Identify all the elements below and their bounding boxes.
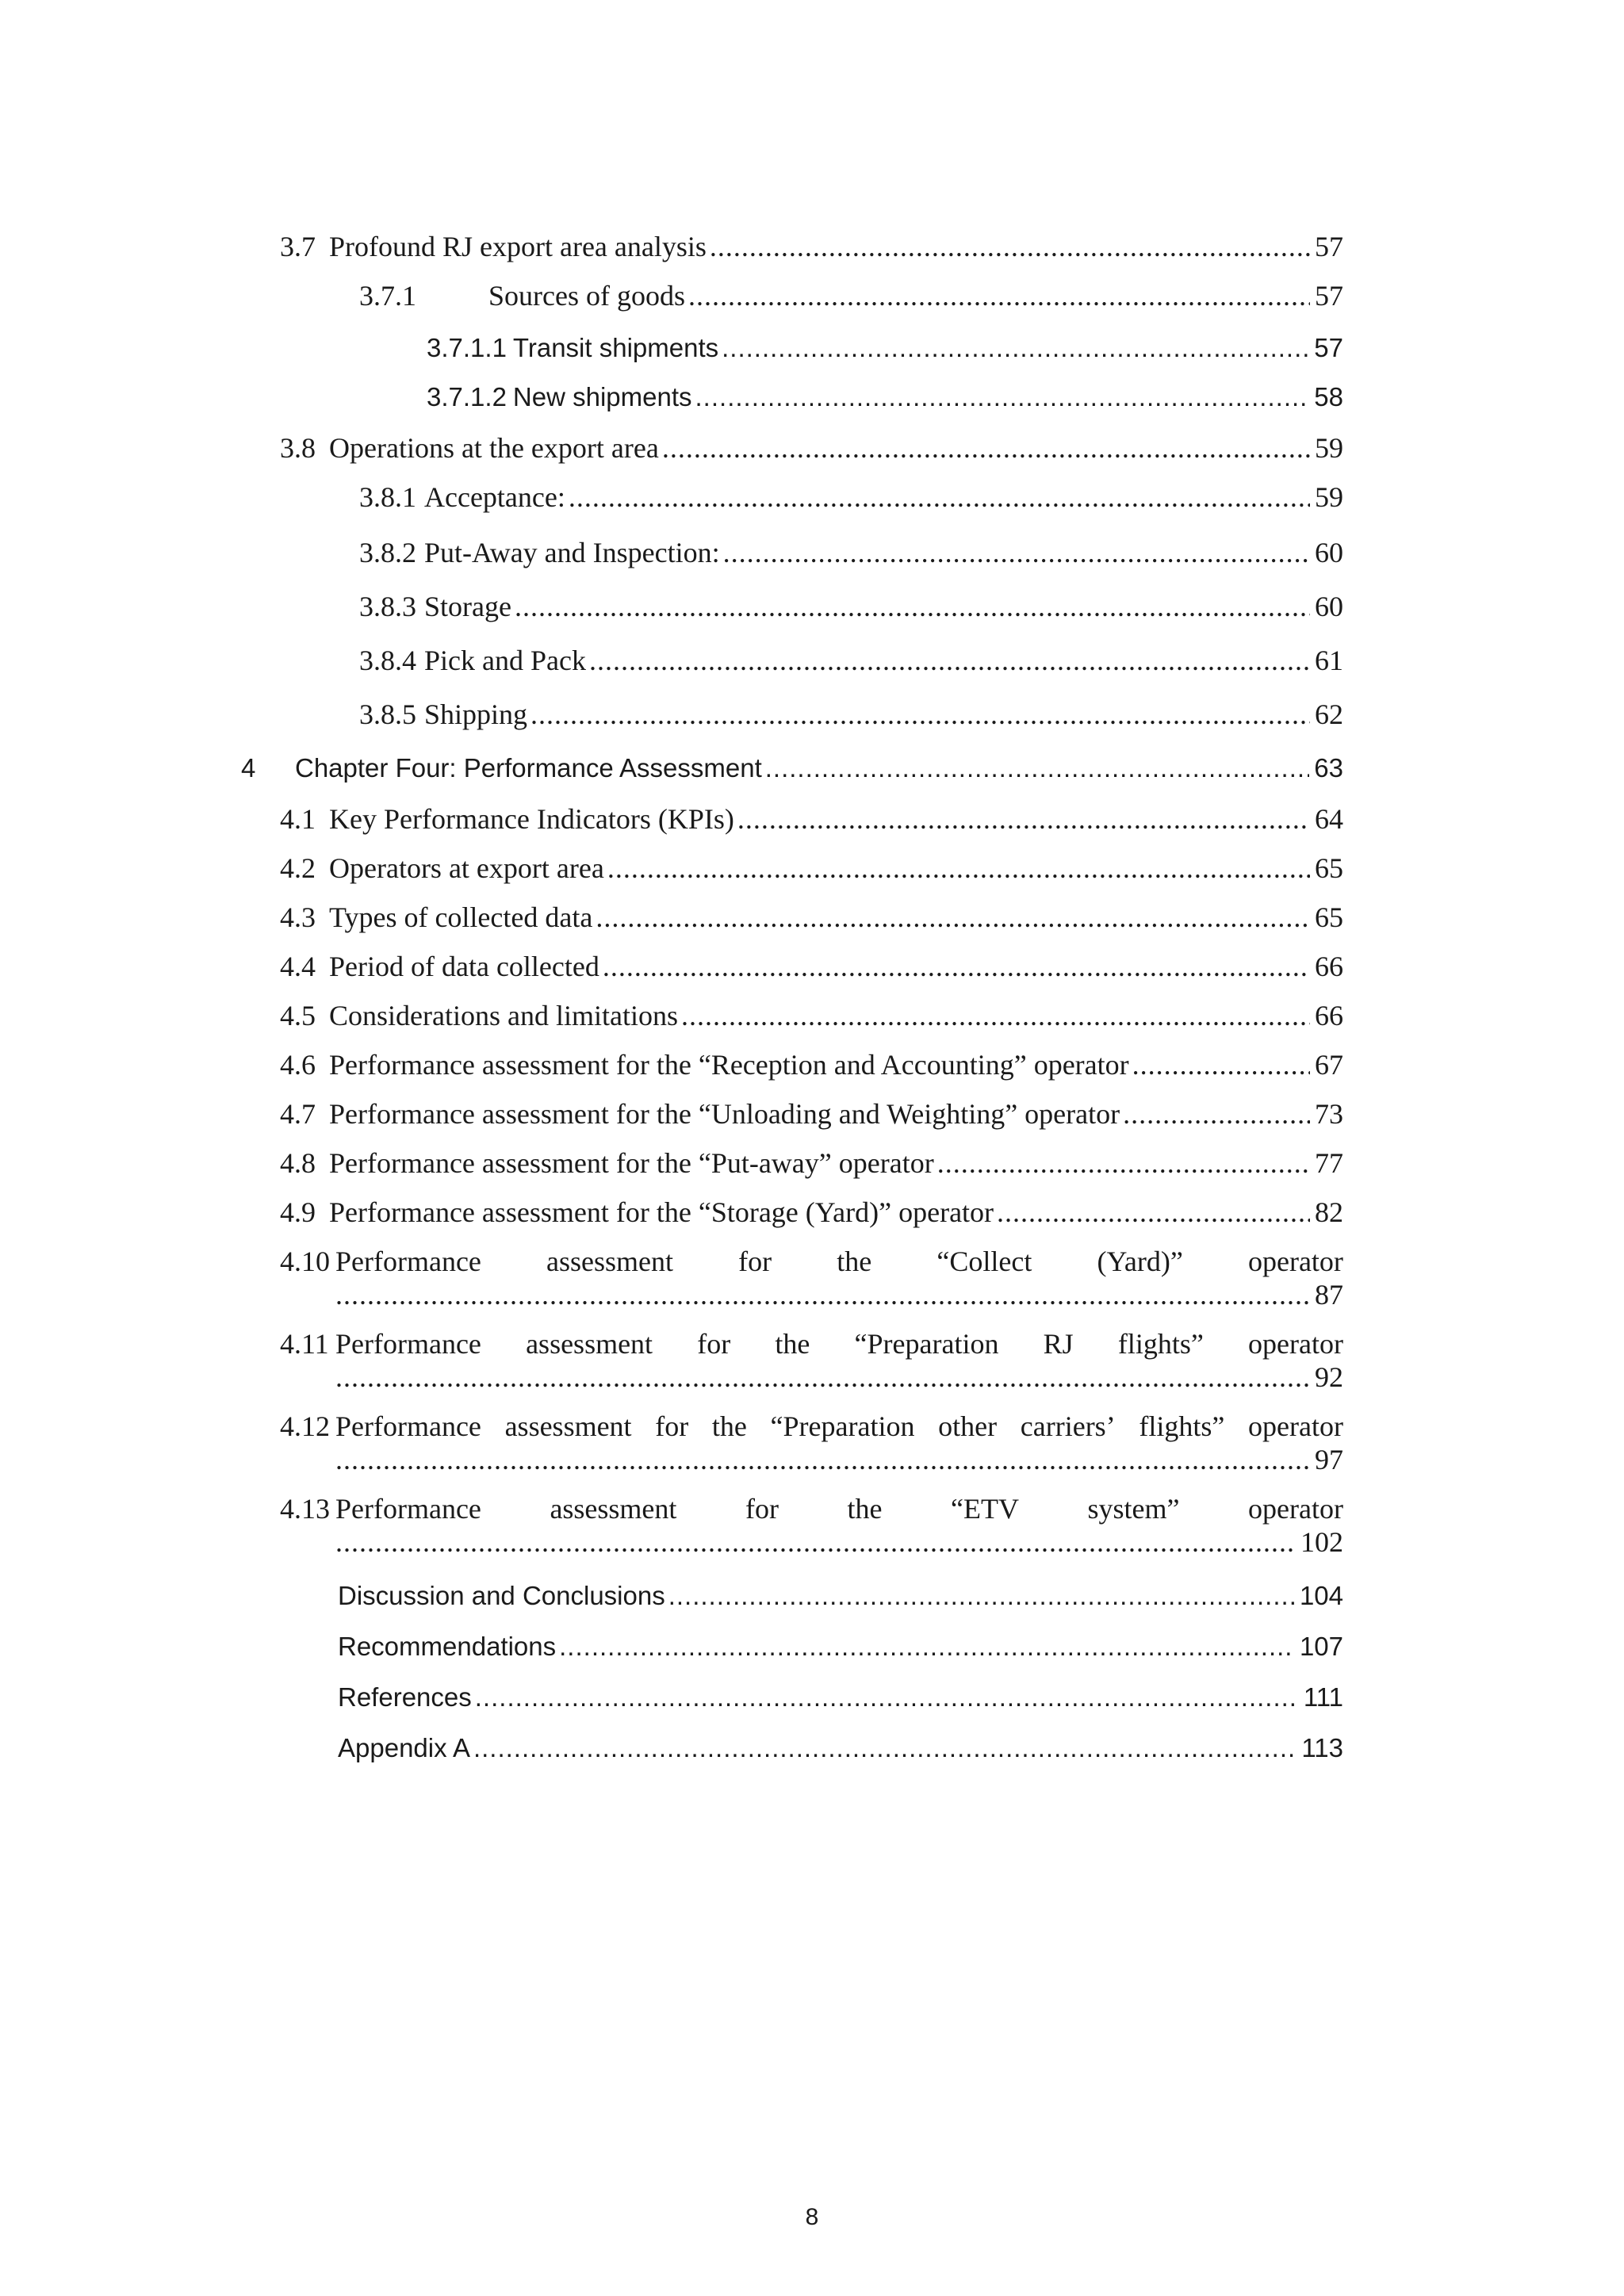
toc-title: Put-Away and Inspection: [424,537,720,568]
toc-title-word: for [655,1410,689,1442]
toc-leader-dots [335,1278,1310,1311]
toc-number: 4.7 [280,1098,316,1130]
toc-page: 111 [1303,1682,1343,1712]
toc-page: 60 [1315,537,1343,568]
toc-leader-dots [737,802,1310,836]
toc-entry[interactable] [244,802,1343,851]
toc-number: 4.4 [280,951,316,982]
toc-title: Considerations and limitations [329,1000,678,1031]
toc-leader-dots [569,480,1310,514]
toc-title-word: the [847,1493,883,1525]
toc-title: Recommendations [338,1632,557,1661]
toc-title-word: the [711,1410,747,1442]
toc-leader-dots [668,1581,1295,1611]
toc-page: 65 [1315,852,1343,884]
toc-page: 66 [1315,1000,1343,1031]
toc-leader-dots [681,999,1310,1032]
toc-page: 97 [1315,1444,1343,1475]
toc-entry[interactable] [244,1733,1343,1784]
toc-number: 4.5 [280,1000,316,1031]
toc-entry-wrapped[interactable] [244,1327,1343,1410]
toc-number: 4.3 [280,901,316,933]
toc-title-word: operator [1248,1328,1343,1360]
toc-number: 4 [241,753,256,783]
toc-title [335,1327,1343,1360]
toc-leader-dots [722,333,1309,363]
toc-number: 4.10 [280,1246,330,1277]
toc-entry-wrapped[interactable] [244,1410,1343,1492]
toc-entry[interactable] [244,644,1343,698]
toc-title: Storage [424,591,511,622]
toc-title-word: assessment [504,1410,632,1442]
toc-title-word: “Preparation [770,1410,915,1442]
toc-number: 3.8.3 [359,591,416,622]
toc-title: Performance assessment for the “Put-away” operator [329,1147,934,1179]
toc-title-word: for [697,1328,731,1360]
toc-number: 4.13 [280,1493,330,1525]
toc-page: 57 [1315,231,1343,262]
toc-title-word: operator [1248,1410,1343,1442]
toc-page: 65 [1315,901,1343,933]
toc-number: 4.8 [280,1147,316,1179]
toc-title-word: the [775,1328,810,1360]
toc-entry-wrapped[interactable] [244,1245,1343,1327]
toc-entry[interactable] [244,1581,1343,1632]
toc-page: 59 [1315,432,1343,464]
toc-title: Transit shipments [512,333,719,362]
toc-page: 58 [1314,382,1343,411]
toc-entry[interactable] [244,333,1343,382]
toc-leader-dots [723,536,1310,569]
table-of-contents [241,230,1343,1784]
toc-entry[interactable] [244,1146,1343,1196]
toc-title-word: flights” [1117,1328,1204,1360]
toc-leader-dots [937,1146,1310,1180]
toc-title [335,1492,1343,1525]
toc-page: 57 [1314,333,1343,362]
toc-title: Shipping [424,698,528,730]
toc-page: 92 [1315,1361,1343,1393]
toc-leader-dots [589,644,1310,677]
toc-leader-dots [335,1360,1310,1394]
toc-leader-dots [475,1682,1299,1712]
toc-title: Appendix A [338,1733,470,1762]
toc-title: Performance assessment for the “Reception and Accounting” operator [329,1049,1129,1081]
toc-page: 104 [1299,1581,1343,1610]
toc-title-word: Performance [335,1410,481,1442]
toc-page: 59 [1315,481,1343,513]
toc-title: Chapter Four: Performance Assessment [295,753,762,783]
toc-title: Operators at export area [329,852,604,884]
toc-page: 77 [1315,1147,1343,1179]
toc-number: 4.9 [280,1196,316,1228]
toc-leader-dots [695,382,1310,412]
toc-number: 3.8.5 [359,698,416,730]
toc-title-word: (Yard)” [1097,1246,1183,1277]
toc-entry[interactable] [244,1682,1343,1733]
toc-leader-dots [662,431,1310,465]
toc-number: 3.7.1.1 [427,333,507,362]
toc-title-word: assessment [526,1328,653,1360]
toc-entry[interactable] [244,382,1343,431]
toc-number: 4.11 [280,1328,329,1360]
toc-entry[interactable] [244,1632,1343,1682]
toc-title: Performance assessment for the “Unloading and Weighting” operator [329,1098,1120,1130]
toc-title: References [338,1682,472,1712]
toc-number: 3.7.1 [359,280,416,312]
toc-number: 4.1 [280,803,316,835]
toc-title-word: assessment [550,1493,677,1525]
toc-page: 66 [1315,951,1343,982]
toc-entry[interactable] [244,950,1343,999]
toc-title: Types of collected data [329,901,593,933]
toc-title-word: “Preparation [854,1328,999,1360]
toc-entry-wrapped[interactable] [244,1492,1343,1581]
toc-title: Key Performance Indicators (KPIs) [329,803,734,835]
toc-number: 3.7 [280,231,316,262]
toc-entry[interactable] [244,901,1343,950]
toc-leader-dots [515,590,1310,623]
toc-entry[interactable] [244,1097,1343,1146]
toc-title-word: other [938,1410,998,1442]
toc-leader-dots [335,1525,1296,1559]
page-number: 8 [805,2204,819,2230]
toc-title-word: Performance [335,1493,481,1525]
toc-entry[interactable] [244,999,1343,1048]
toc-title-word: Performance [335,1328,481,1360]
toc-number: 3.7.1.2 [427,382,507,411]
toc-leader-dots [335,1443,1310,1476]
toc-number: 3.8.2 [359,537,416,568]
toc-page: 102 [1300,1526,1343,1558]
toc-entry[interactable] [244,480,1343,536]
toc-leader-dots [473,1733,1297,1763]
toc-entry[interactable] [244,851,1343,901]
toc-page: 57 [1315,280,1343,312]
toc-title: Pick and Pack [424,645,586,676]
toc-entry[interactable] [244,279,1343,333]
toc-leader-dots [603,950,1310,983]
toc-title: Performance assessment for the “Storage (Yard)” operator [329,1196,994,1228]
toc-page: 61 [1315,645,1343,676]
toc-title: Discussion and Conclusions [338,1581,665,1610]
toc-title-word: for [745,1493,779,1525]
toc-title-word: Performance [335,1246,481,1277]
toc-page: 67 [1315,1049,1343,1081]
toc-title-word: RJ [1043,1328,1074,1360]
toc-number: 4.12 [280,1410,330,1442]
toc-entry[interactable] [244,698,1343,753]
toc-title-word: “Collect [936,1246,1032,1277]
toc-page: 82 [1315,1196,1343,1228]
toc-title: Acceptance: [424,481,565,513]
toc-page: 64 [1315,803,1343,835]
toc-leader-dots [596,901,1310,934]
toc-title: Operations at the export area [329,432,659,464]
toc-entry[interactable] [244,230,1343,279]
toc-leader-dots [688,279,1310,312]
toc-entry[interactable] [244,536,1343,590]
toc-page: 62 [1315,698,1343,730]
toc-leader-dots [607,851,1310,885]
toc-leader-dots [530,698,1310,731]
toc-title-word: “ETV [950,1493,1019,1525]
toc-page: 60 [1315,591,1343,622]
toc-title-word: system” [1087,1493,1180,1525]
toc-title-word: the [837,1246,872,1277]
toc-title: Profound RJ export area analysis [329,231,707,262]
toc-title-word: carriers’ [1020,1410,1116,1442]
toc-title-word: assessment [546,1246,674,1277]
toc-title-word: for [738,1246,772,1277]
toc-number: 3.8.4 [359,645,416,676]
toc-leader-dots [559,1632,1295,1662]
toc-page: 113 [1301,1733,1343,1762]
toc-title-word: flights” [1139,1410,1225,1442]
toc-entry[interactable] [244,1048,1343,1097]
toc-title [335,1245,1343,1278]
toc-number: 4.2 [280,852,316,884]
toc-leader-dots [1123,1097,1310,1131]
toc-title-word: operator [1248,1493,1343,1525]
toc-leader-dots [997,1196,1310,1229]
toc-leader-dots [765,753,1310,783]
toc-title [335,1410,1343,1443]
toc-number: 4.6 [280,1049,316,1081]
toc-leader-dots [710,230,1310,263]
toc-chapter-entry[interactable] [241,753,1343,802]
toc-entry[interactable] [244,590,1343,644]
toc-page: 63 [1314,753,1343,783]
toc-page: 73 [1315,1098,1343,1130]
toc-title: Period of data collected [329,951,599,982]
toc-leader-dots [1132,1048,1310,1081]
toc-number: 3.8.1 [359,481,416,513]
toc-page: 107 [1299,1632,1343,1661]
toc-page: 87 [1315,1279,1343,1311]
toc-number: 3.8 [280,432,316,464]
toc-title: New shipments [512,382,692,411]
toc-entry[interactable] [244,431,1343,480]
toc-entry[interactable] [244,1196,1343,1245]
toc-title-word: operator [1247,1246,1343,1277]
toc-title: Sources of goods [488,280,685,312]
